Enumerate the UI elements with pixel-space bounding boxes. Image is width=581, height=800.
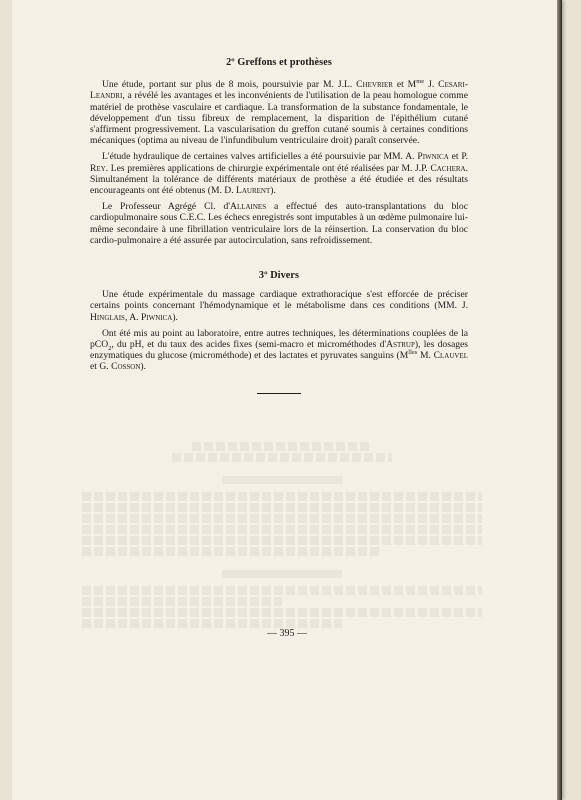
author-name: Astrup bbox=[386, 339, 415, 351]
paragraph bbox=[90, 151, 468, 196]
author-name: Cesari-Leandri bbox=[90, 79, 468, 102]
section-heading-divers: 3º Divers bbox=[258, 270, 300, 282]
paragraph bbox=[90, 328, 468, 373]
subscript: 2 bbox=[108, 344, 112, 352]
author-name: Piwnica bbox=[140, 311, 173, 323]
section-heading-greffons: 2º Greffons et prothèses bbox=[226, 57, 332, 68]
author-name: Clauvel bbox=[433, 350, 468, 362]
author-name: Hinglais bbox=[90, 311, 125, 323]
author-name: Rey bbox=[90, 162, 106, 174]
text-run: . Simultanément la tolérance de différents matériaux de prothèse a été étudiée et des résultats encourageants ont été obtenus (M. D. bbox=[90, 162, 468, 197]
page-number: — 395 — bbox=[267, 628, 307, 639]
text-run: Une étude, portant sur plus de 8 mois, poursuivie par M. J.L. bbox=[102, 79, 357, 91]
text-run: et M bbox=[392, 79, 417, 91]
text-run: . Les premières applications de chirurgie expérimentale ont été réalisées par M. J.P. bbox=[105, 162, 431, 174]
bleed-through-text bbox=[82, 440, 482, 630]
text-run: , du pH, et du taux des acides fixes (semi-macro et microméthodes d' bbox=[111, 339, 387, 351]
author-name: Laurent bbox=[236, 185, 271, 197]
text-run: ). bbox=[140, 361, 147, 373]
text-run: J. bbox=[424, 79, 439, 91]
paragraph bbox=[90, 289, 468, 323]
text-run: L'étude hydraulique de certaines valves artificielles a été poursuivie par MM. A. bbox=[102, 151, 418, 163]
superscript: lles bbox=[408, 349, 418, 357]
superscript: me bbox=[416, 78, 425, 86]
page-edge-shadow bbox=[557, 0, 562, 800]
text-run: et G. bbox=[90, 361, 112, 373]
text-run: Le Professeur Agrégé Cl. d' bbox=[102, 201, 231, 213]
text-run: et P. bbox=[448, 151, 469, 163]
document-page bbox=[12, 0, 562, 800]
text-run: , a révélé les avantages et les inconvénients de l'utilisation de la peau homologue comme matériel de prothèse vasculaire et cardiaque. La transformation de la substance fondamentale, le développement d'un tissu fibreux de remplacement, la disparition de l'épithélium cutané s'affirment progressivement. La vascularisation du greffon cutané soumis à certaines conditions mécaniques (optima au niveau de l'infundibulum ventriculaire droit) paraît conservée. bbox=[90, 90, 468, 147]
text-run: , A. bbox=[124, 311, 141, 323]
paragraph bbox=[90, 79, 468, 146]
closing-rule bbox=[257, 393, 301, 394]
text-run: Une étude expérimentale du massage cardiaque extrathoracique s'est efforcée de préciser certains points concernant l'hémodynamique et le métabolisme dans ces conditions (MM. J. bbox=[90, 289, 468, 312]
author-name: Cosson bbox=[111, 361, 141, 373]
author-name: Allaines bbox=[230, 201, 267, 213]
body-text bbox=[90, 57, 468, 394]
text-run: ). bbox=[270, 185, 276, 197]
author-name: Piwnica bbox=[417, 151, 449, 163]
text-run: ). bbox=[172, 311, 178, 323]
paragraph bbox=[90, 201, 468, 246]
text-run: Ont été mis au point au laboratoire, entre autres techniques, les déterminations couplées de la pCO bbox=[90, 327, 468, 351]
text-run: ), les dosages enzymatiques du glucose (microméthode) et des lactates et pyruvates sanguins (M bbox=[90, 339, 469, 362]
text-run: a effectué des auto-transplantations du bloc cardiopulmonaire sous C.E.C. Les échecs enregistrés sont imputables à un œdème pulmonaire lui-même secondaire à une fibrillation ventriculaire lors de la réinsertion. La conservation du bloc cardio-pulmonaire a été assurée par autocirculation, sans refroidissement. bbox=[90, 201, 468, 246]
text-run: M. bbox=[417, 350, 434, 362]
author-name: Cachera bbox=[430, 162, 466, 174]
author-name: Chevrier bbox=[356, 79, 393, 91]
